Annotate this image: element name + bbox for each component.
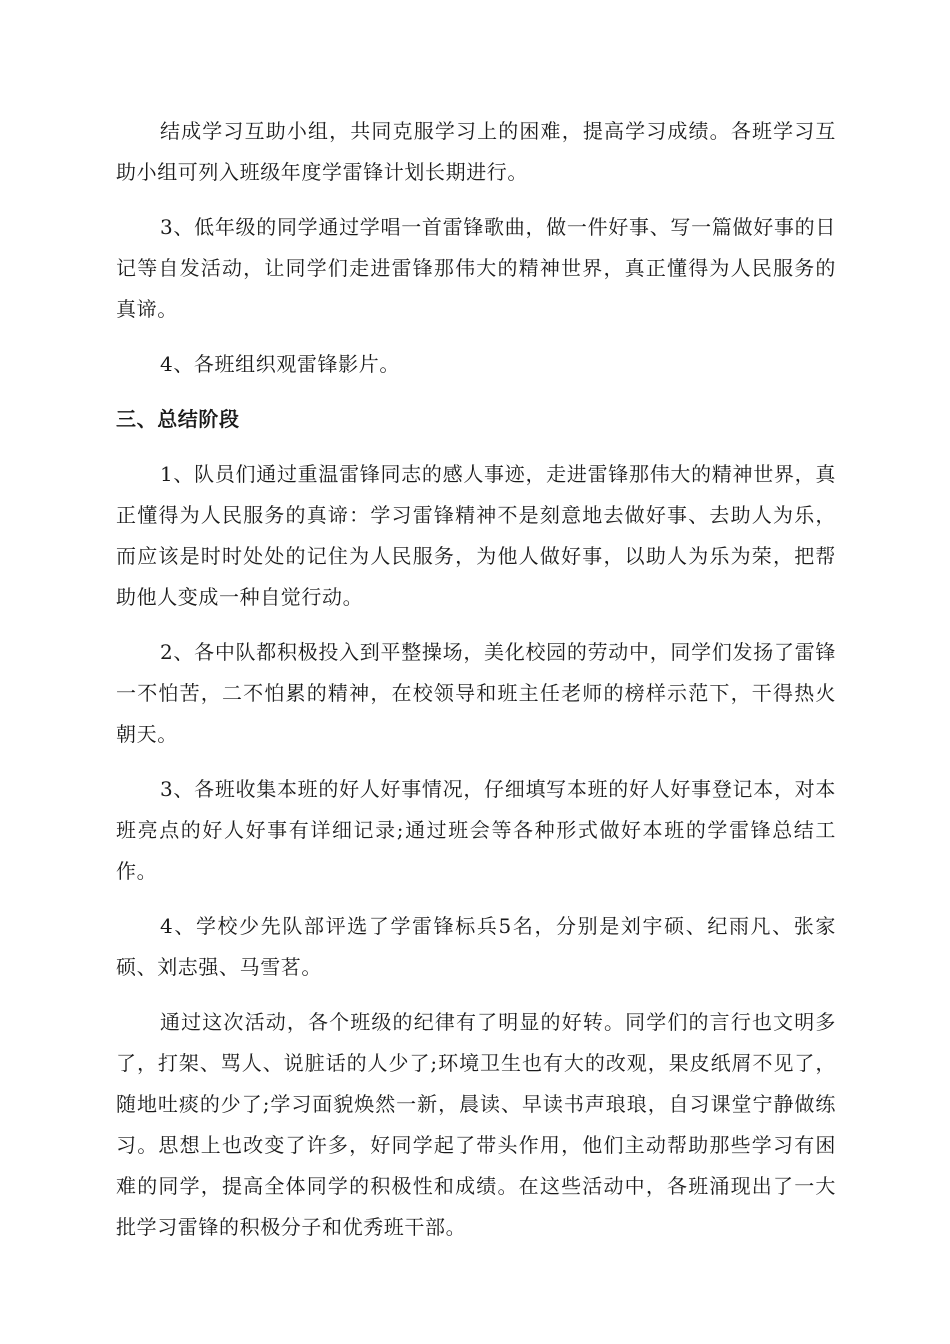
- paragraph-study-groups: 结成学习互助小组，共同克服学习上的困难，提高学习成绩。各班学习互助小组可列入班级年度学雷锋计划长期进行。: [116, 119, 836, 184]
- paragraph-summary-4: 4、学校少先队部评选了学雷锋标兵5名，分别是刘宇硕、纪雨凡、张家硕、刘志强、马雪茗。: [116, 914, 836, 979]
- document-body: [116, 111, 836, 1262]
- paragraph-summary-1: 1、队员们通过重温雷锋同志的感人事迹，走进雷锋那伟大的精神世界，真正懂得为人民服务的真谛：学习雷锋精神不是刻意地去做好事、去助人为乐，而应该是时时处处的记住为人民服务，为他人做好事，以助人为乐为荣，把帮助他人变成一种自觉行动。: [116, 462, 836, 609]
- paragraph-item-4-films: 4、各班组织观雷锋影片。: [160, 352, 400, 376]
- paragraph-summary-3: 3、各班收集本班的好人好事情况，仔细填写本班的好人好事登记本，对本班亮点的好人好事有详细记录;通过班会等各种形式做好本班的学雷锋总结工作。: [116, 777, 836, 883]
- paragraph-conclusion: 通过这次活动，各个班级的纪律有了明显的好转。同学们的言行也文明多了，打架、骂人、说脏话的人少了;环境卫生也有大的改观，果皮纸屑不见了，随地吐痰的少了;学习面貌焕然一新，晨读、早读书声琅琅，自习课堂宁静做练习。思想上也改变了许多，好同学起了带头作用，他们主动帮助那些学习有困难的同学，提高全体同学的积极性和成绩。在这些活动中，各班涌现出了一大批学习雷锋的积极分子和优秀班干部。: [116, 1010, 836, 1239]
- section-heading-summary: 三、总结阶段: [116, 407, 240, 431]
- paragraph-item-3-songs: 3、低年级的同学通过学唱一首雷锋歌曲，做一件好事、写一篇做好事的日记等自发活动，让同学们走进雷锋那伟大的精神世界，真正懂得为人民服务的真谛。: [116, 215, 836, 321]
- paragraph-summary-2: 2、各中队都积极投入到平整操场，美化校园的劳动中，同学们发扬了雷锋一不怕苦，二不怕累的精神，在校领导和班主任老师的榜样示范下，干得热火朝天。: [116, 640, 836, 746]
